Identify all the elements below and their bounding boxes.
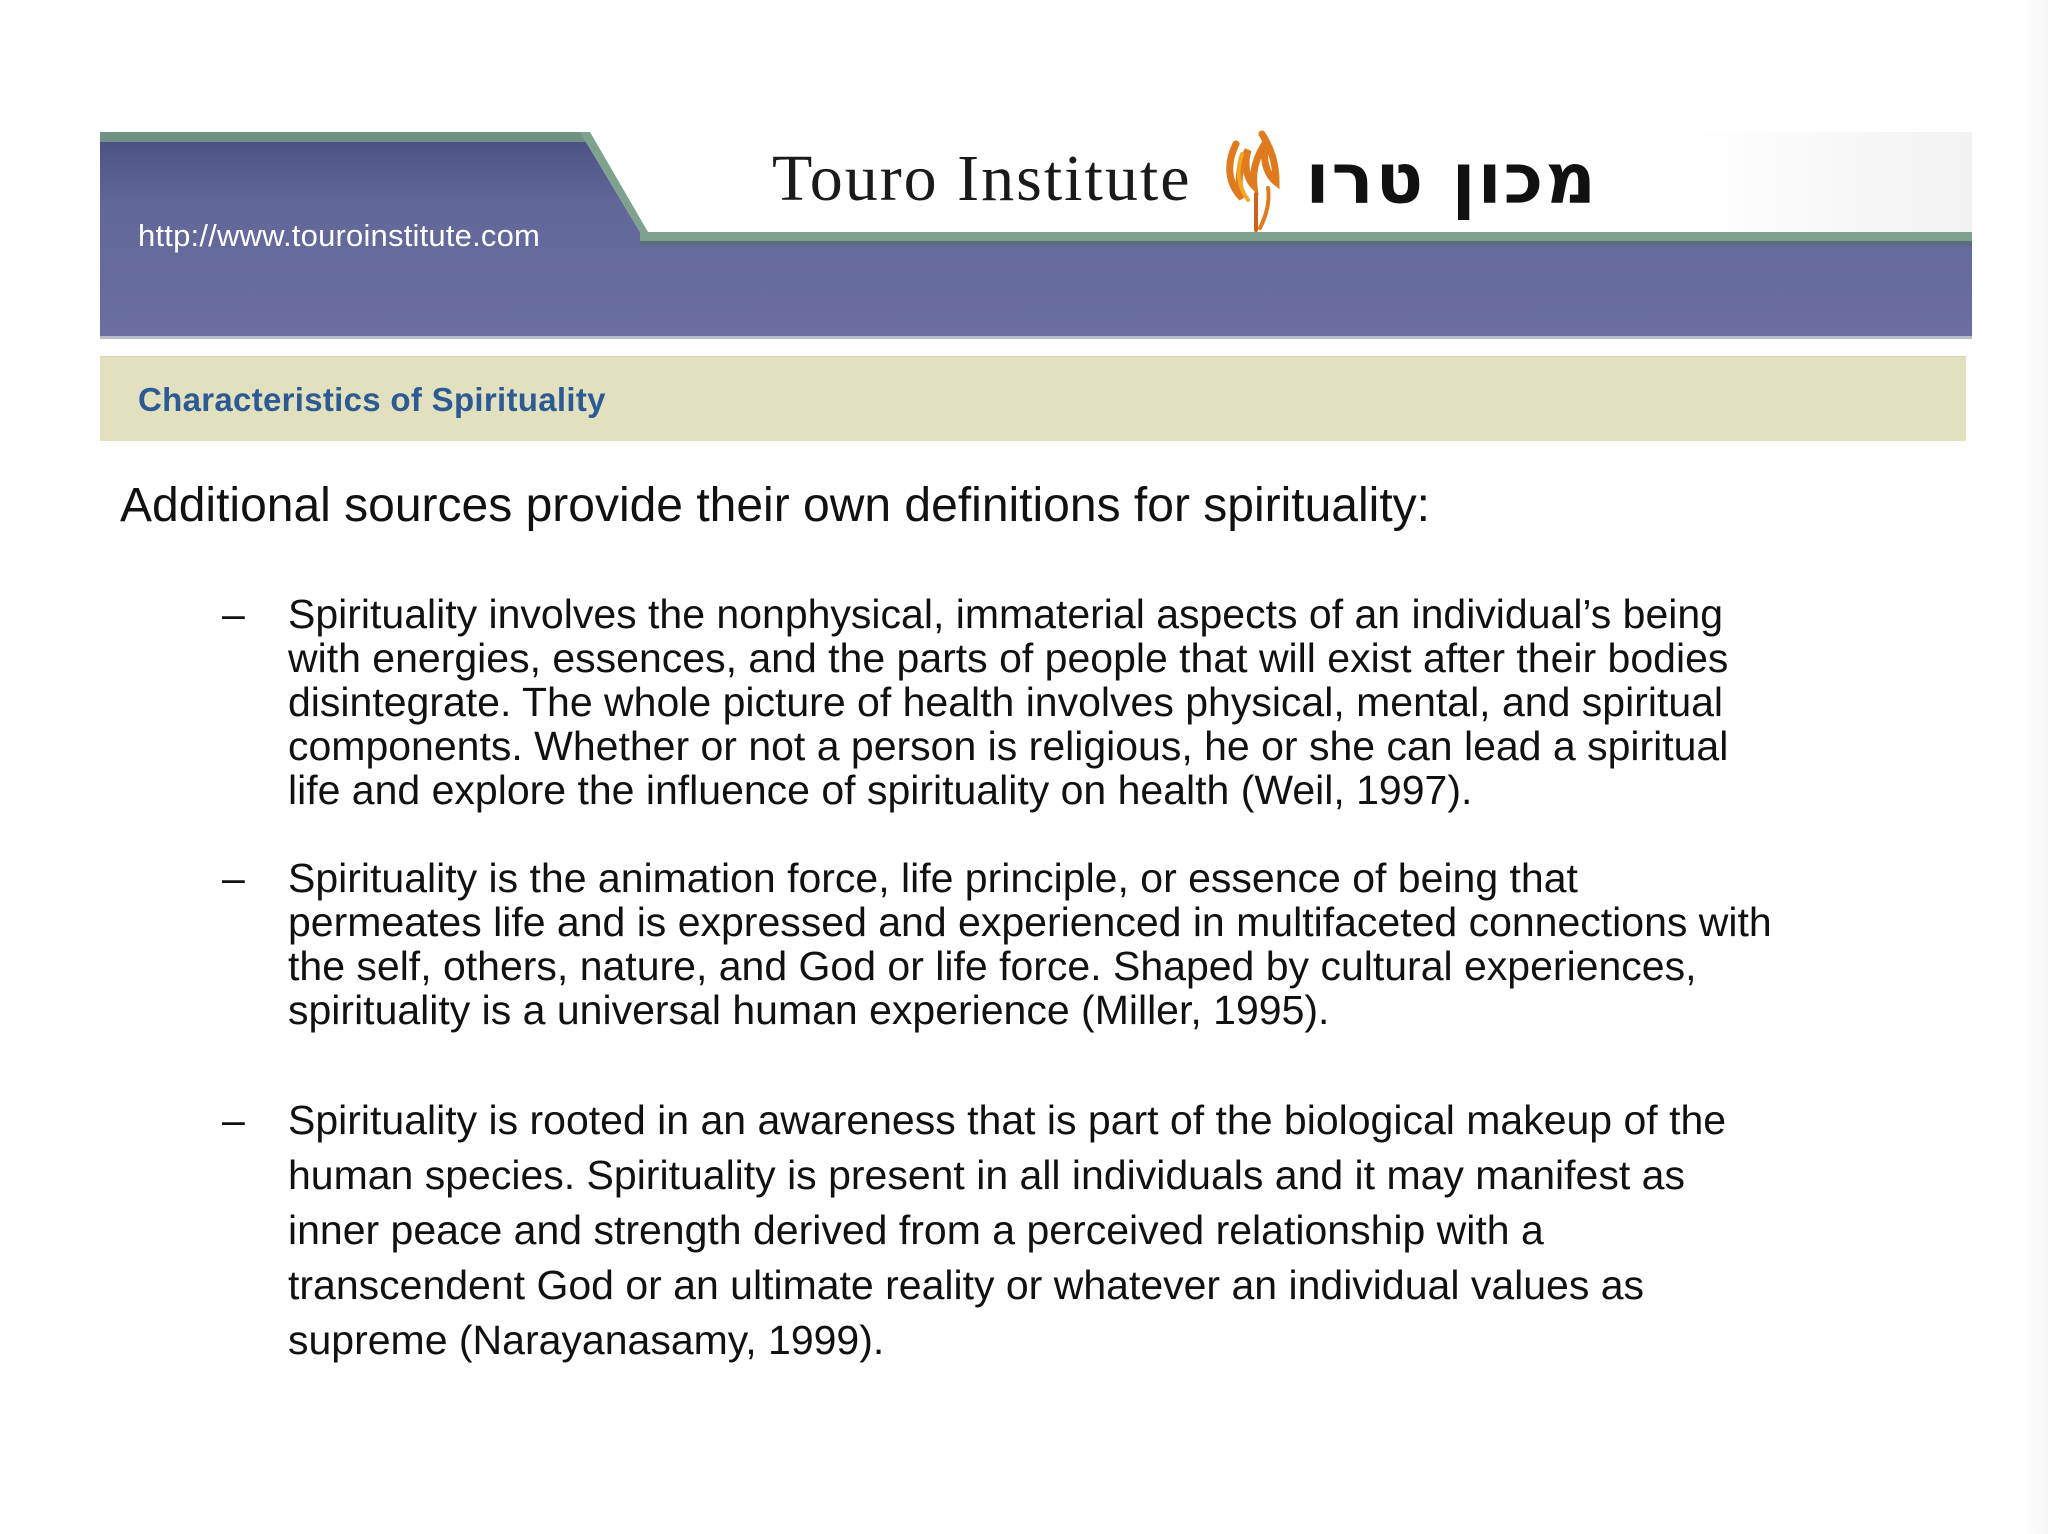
- menorah-flame-icon: [1222, 124, 1292, 234]
- bullet-text: [288, 1093, 1972, 1368]
- bullet-line: with energies, essences, and the parts of people that will exist after their bodies: [288, 635, 1729, 681]
- section-title: Characteristics of Spirituality: [138, 381, 606, 418]
- bullet-line: disintegrate. The whole picture of health involves physical, mental, and spiritual: [288, 679, 1724, 725]
- bullet-marker: –: [222, 591, 245, 637]
- bullet-line: permeates life and is expressed and experienced in multifaceted connections with: [288, 899, 1772, 945]
- bullet-line: components. Whether or not a person is religious, he or she can lead a spiritual: [288, 723, 1729, 769]
- bullet-text: [288, 592, 1972, 812]
- brand-logo-group: [772, 124, 1598, 234]
- page-edge-shade: [2018, 0, 2048, 1534]
- intro-text: Additional sources provide their own definitions for spirituality:: [120, 479, 1430, 532]
- bullet-line: supreme (Narayanasamy, 1999).: [288, 1317, 885, 1363]
- bullet-line: transcendent God or an ultimate reality or whatever an individual values as: [288, 1262, 1645, 1308]
- section-title-bar: [100, 356, 1966, 441]
- bullet-text: [288, 856, 1972, 1032]
- bullet-line: life and explore the influence of spirituality on health (Weil, 1997).: [288, 767, 1473, 813]
- bullet-marker: –: [222, 855, 245, 901]
- bullet-line: Spirituality is the animation force, life principle, or essence of being that: [288, 855, 1578, 901]
- bullet-line: spirituality is a universal human experience (Miller, 1995).: [288, 987, 1330, 1033]
- bullet-line: inner peace and strength derived from a perceived relationship with a: [288, 1207, 1544, 1253]
- brand-hebrew-name: מכון טרו: [1305, 138, 1598, 220]
- bullet-marker: –: [222, 1097, 245, 1143]
- brand-name: Touro Institute: [772, 142, 1192, 215]
- site-url[interactable]: http://www.touroinstitute.com: [138, 218, 541, 253]
- bullet-line: human species. Spirituality is present in all individuals and it may manifest as: [288, 1152, 1685, 1198]
- bullet-line: the self, others, nature, and God or life force. Shaped by cultural experiences,: [288, 943, 1697, 989]
- bullet-line: Spirituality is rooted in an awareness that is part of the biological makeup of the: [288, 1097, 1727, 1143]
- bullet-line: Spirituality involves the nonphysical, immaterial aspects of an individual’s being: [288, 591, 1723, 637]
